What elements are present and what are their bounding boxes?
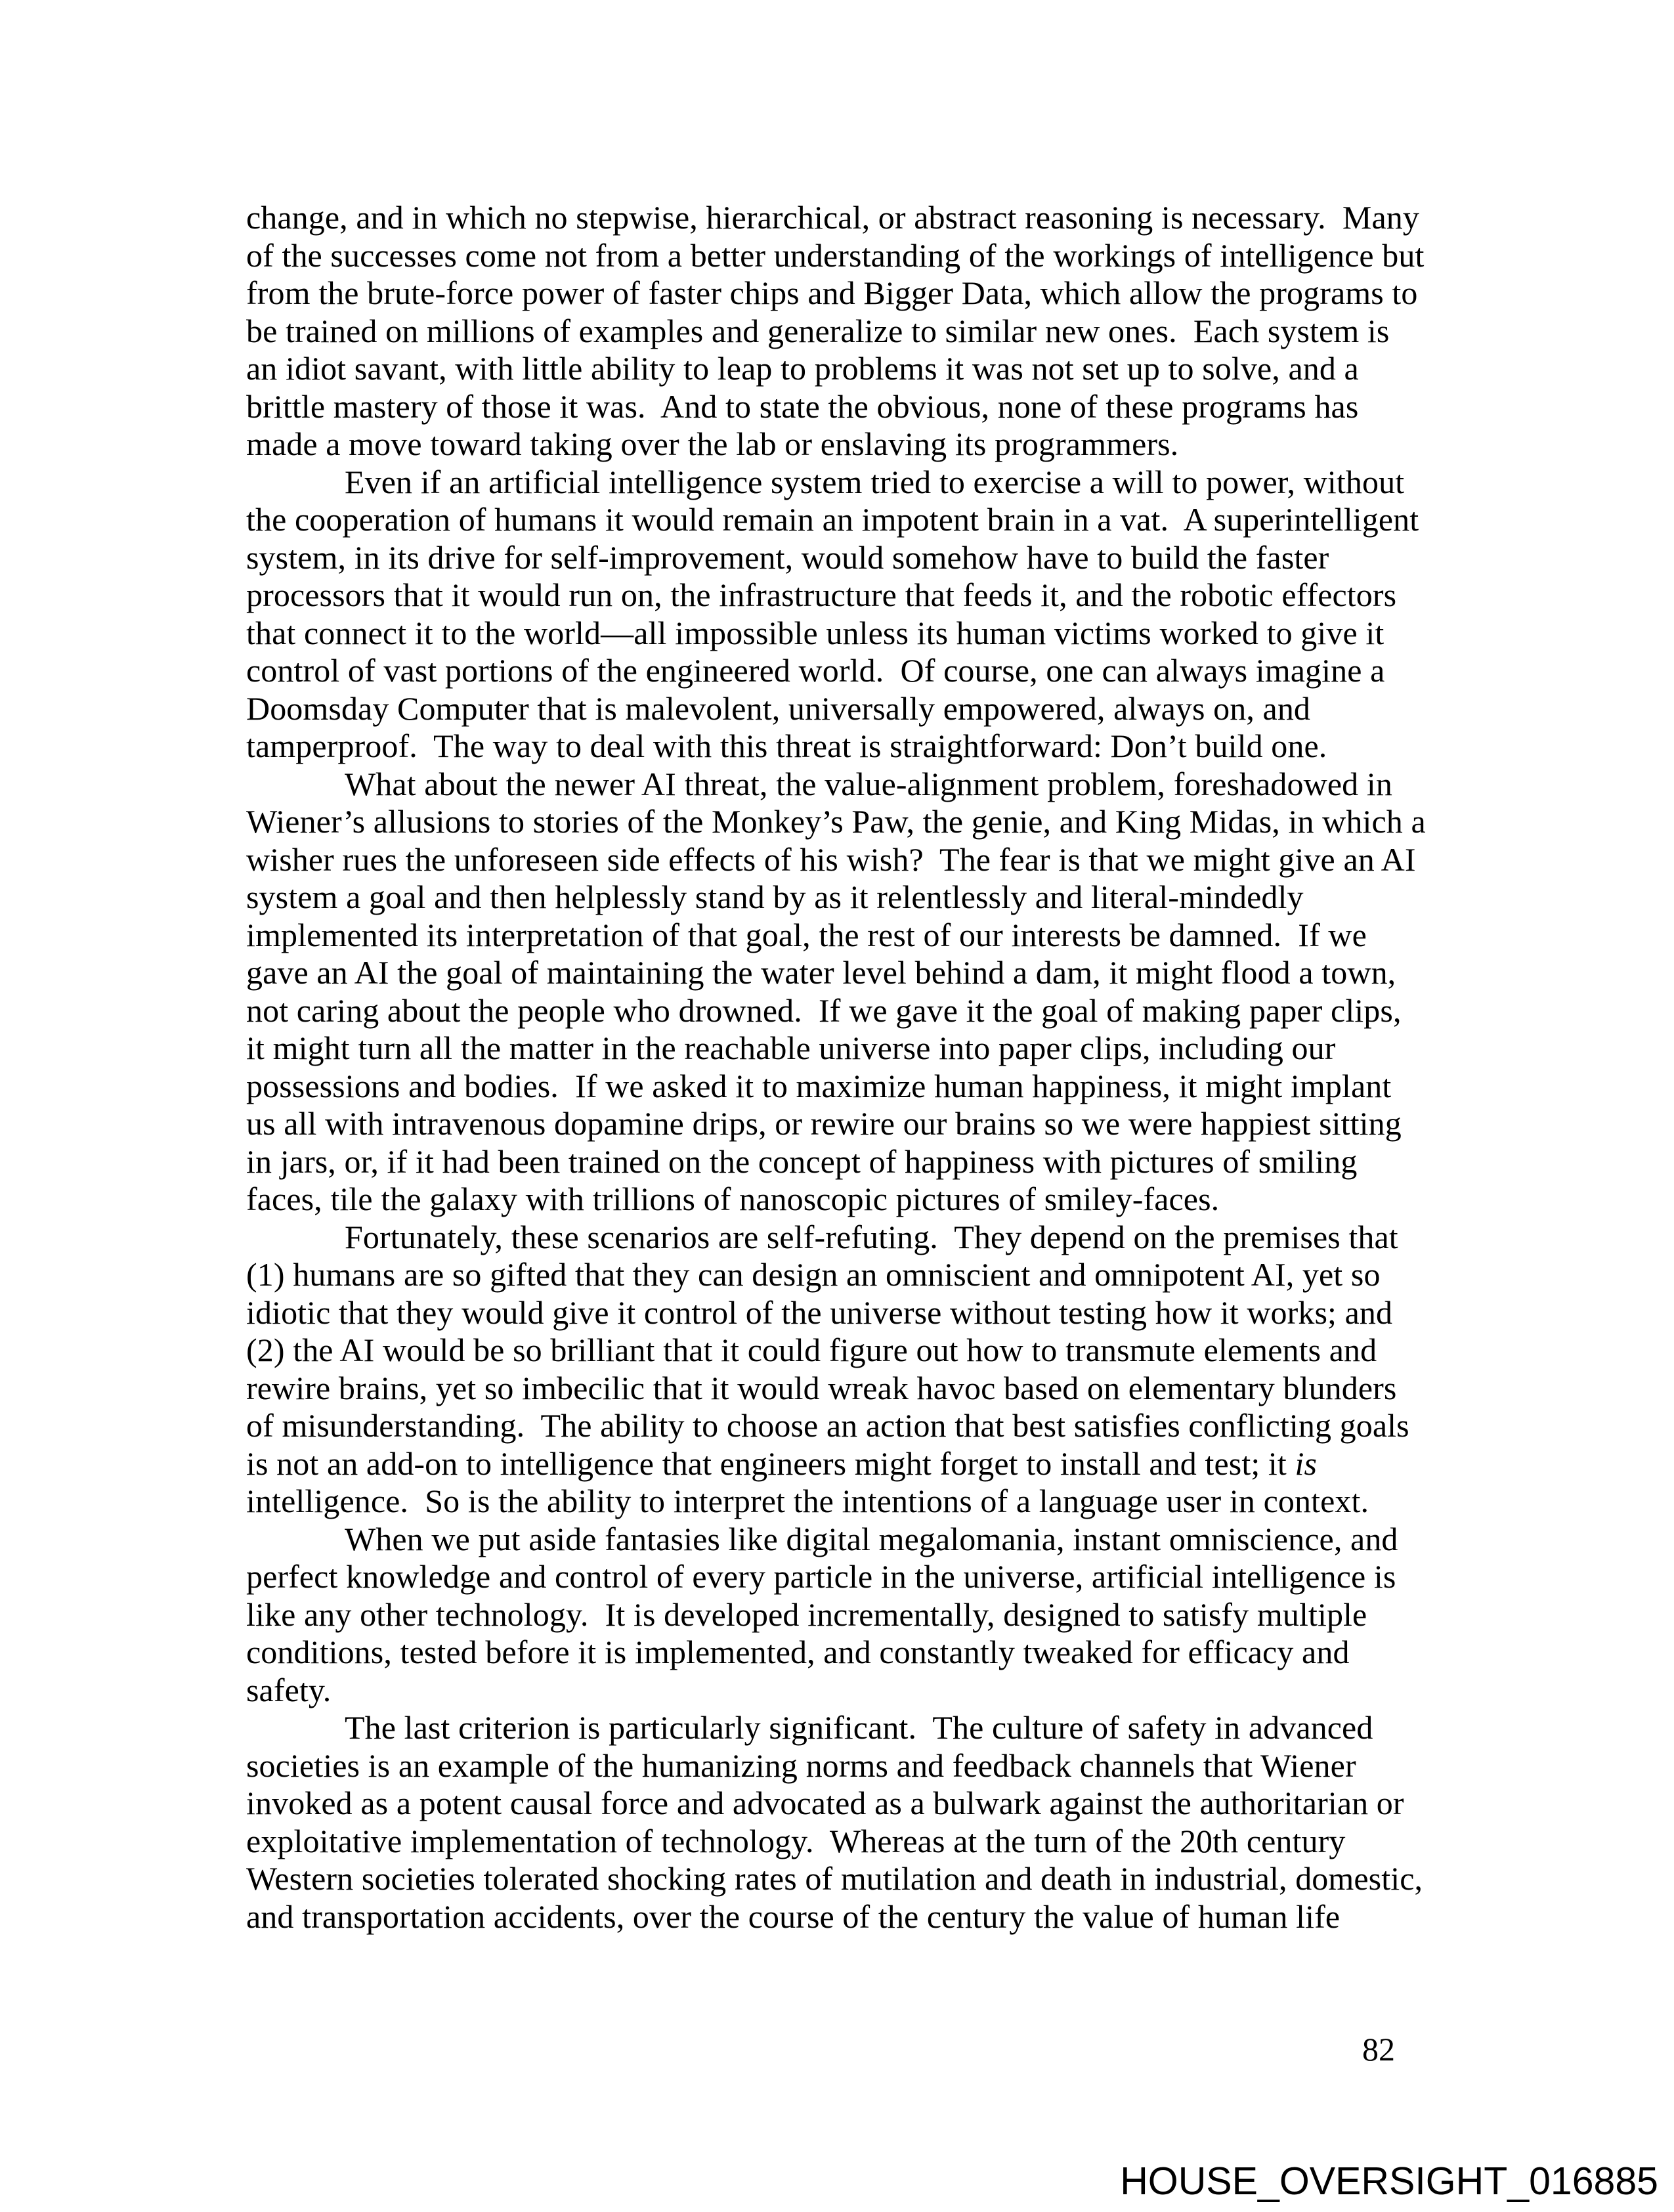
paragraph-2: Even if an artificial intelligence system tried to exercise a will to power, without the cooperation of humans it would remain an impotent brain in a vat. A superintelligent system, in its drive for self-improvement, would somehow have to build the faster processors that it would run on, the infrastructure that feeds it, and the robotic effectors that connect it to the world—all impossible unless its human victims worked to give it control of vast portions of the engineered world. Of course, one can always imagine a Doomsday Computer that is malevolent, universally empowered, always on, and tamperproof. The way to deal with this threat is straightforward: Don’t build one.	[246, 463, 1427, 764]
bates-stamp: HOUSE_OVERSIGHT_016885	[1120, 2159, 1658, 2203]
paragraph-5: When we put aside fantasies like digital megalomania, instant omniscience, and perfect knowledge and control of every particle in the universe, artificial intelligence is like any other technology. It is developed incrementally, designed to satisfy multiple conditions, tested before it is implemented, and constantly tweaked for efficacy and safety.	[246, 1520, 1407, 1708]
paragraph-1: change, and in which no stepwise, hierarchical, or abstract reasoning is necessary. Many of the successes come not from a better understanding of the workings of intelligence but from the brute-force power of faster chips and Bigger Data, which allow the programs to be trained on millions of examples and generalize to similar new ones. Each system is an idiot savant, with little ability to leap to problems it was not set up to solve, and a brittle mastery of those it was. And to state the obvious, none of these programs has made a move toward taking over the lab or enslaving its programmers.	[246, 199, 1433, 462]
paragraph-4-text-before: Fortunately, these scenarios are self-refuting. They depend on the premises that (1) humans are so gifted that they can design an omniscient and omnipotent AI, yet so idiotic that they would give it control of the universe without testing how it works; and (2) the AI would be so brilliant that it could figure out how to transmute elements and rewire brains, yet so imbecilic that it would wreak havoc based on elementary blunders of misunderstanding. The ability to choose an action that best satisfies conflicting goals is not an add-on to intelligence that engineers might forget to install and test; it	[246, 1218, 1418, 1482]
paragraph-6: The last criterion is particularly significant. The culture of safety in advanced societies is an example of the humanizing norms and feedback channels that Wiener invoked as a potent causal force and advocated as a bulwark against the authoritarian or exploitative implementation of technology. Whereas at the turn of the 20th century Western societies tolerated shocking rates of mutilation and death in industrial, domestic, and transportation accidents, over the course of the century the value of human life	[246, 1709, 1431, 1935]
body-text	[246, 199, 1434, 1936]
paragraph-3: What about the newer AI threat, the value-alignment problem, foreshadowed in Wiener’s allusions to stories of the Monkey’s Paw, the genie, and King Midas, in which a wisher rues the unforeseen side effects of his wish? The fear is that we might give an AI system a goal and then helplessly stand by as it relentlessly and literal-mindedly implemented its interpretation of that goal, the rest of our interests be damned. If we gave an AI the goal of maintaining the water level behind a dam, it might flood a town, not caring about the people who drowned. If we gave it the goal of making paper clips, it might turn all the matter in the reachable universe into paper clips, including our possessions and bodies. If we asked it to maximize human happiness, it might implant us all with intravenous dopamine drips, or rewire our brains so we were happiest sitting in jars, or, if it had been trained on the concept of happiness with pictures of smiling faces, tile the galaxy with trillions of nanoscopic pictures of smiley-faces.	[246, 765, 1434, 1217]
paragraph-4	[246, 1219, 1428, 1521]
italic-word: is	[1295, 1444, 1318, 1482]
paragraph-4-text-after: intelligence. So is the ability to interpret the intentions of a language user in context.	[246, 1444, 1369, 1519]
page-number: 82	[1362, 2031, 1395, 2068]
